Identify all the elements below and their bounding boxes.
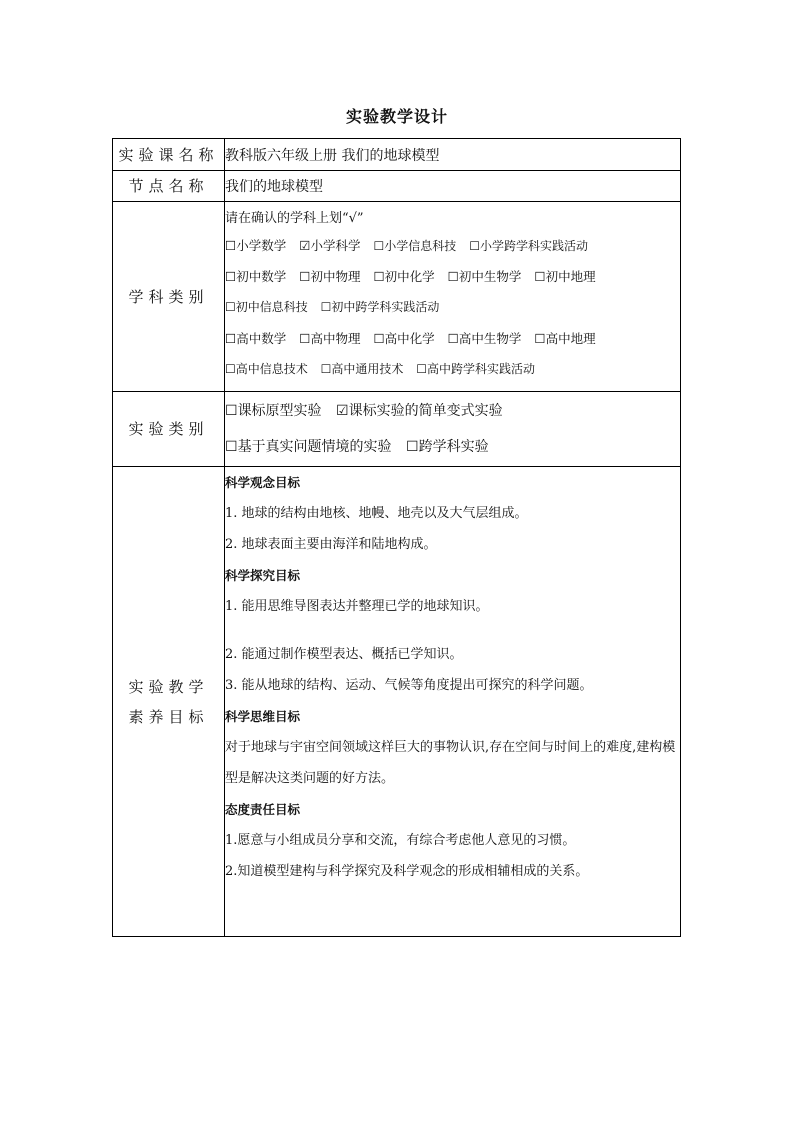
option-label: 初中生物学 xyxy=(458,269,522,284)
checkbox-icon: ☐ xyxy=(373,331,385,346)
option-label: 高中信息技术 xyxy=(235,362,308,376)
checkbox-option[interactable] xyxy=(406,439,489,455)
checkbox-option[interactable] xyxy=(373,239,456,253)
subject-options xyxy=(225,202,681,392)
checkbox-option[interactable] xyxy=(534,331,595,346)
checkbox-option[interactable] xyxy=(225,403,322,419)
checkbox-option[interactable] xyxy=(225,300,308,314)
goal-heading-attitude: 态度责任目标 xyxy=(225,802,301,817)
checkbox-option[interactable] xyxy=(448,331,522,346)
checkbox-icon: ☐ xyxy=(320,300,332,314)
checkbox-icon: ☐ xyxy=(416,362,427,376)
goal-paragraph: 对于地球与宇宙空间领域这样巨大的事物认识,存在空间与时间上的难度,建构模型是解决这类问题的好方法。 xyxy=(225,740,676,786)
checkbox-option[interactable] xyxy=(416,362,535,376)
subject-line-junior xyxy=(225,261,680,292)
goal-item: 1.愿意与小组成员分享和交流，有综合考虑他人意见的习惯。 xyxy=(225,833,576,848)
checkbox-option[interactable] xyxy=(321,362,404,376)
option-label: 小学数学 xyxy=(236,238,287,253)
checkbox-option[interactable] xyxy=(336,403,503,419)
checkbox-icon: ☐ xyxy=(534,269,546,284)
goal-item: 2. 能通过制作模型表达、概括已学知识。 xyxy=(225,647,463,662)
goal-item: 2. 地球表面主要由海洋和陆地构成。 xyxy=(225,537,437,552)
row-goals xyxy=(113,467,681,937)
checkbox-icon: ☐ xyxy=(373,239,385,253)
option-label: 初中信息科技 xyxy=(235,300,308,314)
checkbox-icon: ☐ xyxy=(225,362,236,376)
checkbox-icon: ☐ xyxy=(534,331,546,346)
subject-line-primary xyxy=(225,230,680,261)
exp-options xyxy=(225,392,681,467)
checkbox-icon: ☐ xyxy=(225,269,237,284)
option-label: 基于真实问题情境的实验 xyxy=(237,439,392,455)
row-node xyxy=(113,171,681,202)
option-label: 课标原型实验 xyxy=(237,403,322,419)
exp-label: 实验类别 xyxy=(113,392,225,467)
node-label: 节点名称 xyxy=(113,171,225,202)
checkbox-checked-icon: ☑ xyxy=(299,238,311,253)
goals-content xyxy=(225,467,681,937)
option-label: 高中数学 xyxy=(236,331,287,346)
row-course xyxy=(113,139,681,171)
option-label: 小学信息科技 xyxy=(384,239,457,253)
checkbox-icon: ☐ xyxy=(225,238,237,253)
checkbox-option[interactable] xyxy=(225,269,286,284)
subject-label: 学科类别 xyxy=(113,202,225,392)
checkbox-option[interactable] xyxy=(299,238,360,253)
goal-item: 1. 能用思维导图表达并整理已学的地球知识。 xyxy=(225,599,489,614)
checkbox-icon: ☐ xyxy=(469,239,480,253)
option-label: 小学科学 xyxy=(310,238,361,253)
checkbox-icon: ☐ xyxy=(373,269,385,284)
checkbox-option[interactable] xyxy=(299,331,360,346)
option-label: 跨学科实验 xyxy=(418,439,489,455)
checkbox-icon: ☐ xyxy=(299,269,311,284)
option-label: 初中地理 xyxy=(545,269,596,284)
checkbox-option[interactable] xyxy=(373,331,434,346)
checkbox-option[interactable] xyxy=(225,238,286,253)
course-value: 教科版六年级上册 我们的地球模型 xyxy=(225,139,681,171)
option-label: 高中跨学科实践活动 xyxy=(426,362,535,376)
exp-line-2 xyxy=(225,429,680,465)
goal-heading-inquiry: 科学探究目标 xyxy=(225,568,301,583)
checkbox-icon: ☐ xyxy=(225,439,238,455)
checkbox-icon: ☐ xyxy=(299,331,311,346)
checkbox-option[interactable] xyxy=(373,269,434,284)
checkbox-icon: ☐ xyxy=(225,331,237,346)
goal-item: 3. 能从地球的结构、运动、气候等角度提出可探究的科学问题。 xyxy=(225,678,593,693)
goal-item: 1. 地球的结构由地核、地幔、地壳以及大气层组成。 xyxy=(225,506,528,521)
course-label: 实验课名称 xyxy=(113,139,225,171)
checkbox-option[interactable] xyxy=(321,300,440,314)
subject-line-senior xyxy=(225,323,680,354)
subject-line-senior-extra xyxy=(225,354,680,385)
checkbox-option[interactable] xyxy=(225,362,308,376)
checkbox-icon: ☐ xyxy=(406,439,419,455)
subject-instruction: 请在确认的学科上划“√” xyxy=(225,211,364,226)
option-label: 初中物理 xyxy=(310,269,361,284)
goal-heading-concept: 科学观念目标 xyxy=(225,475,301,490)
checkbox-icon: ☐ xyxy=(225,300,236,314)
checkbox-option[interactable] xyxy=(534,269,595,284)
row-subject xyxy=(113,202,681,392)
checkbox-option[interactable] xyxy=(225,439,392,455)
checkbox-checked-icon: ☑ xyxy=(336,403,349,419)
option-label: 初中数学 xyxy=(236,269,287,284)
option-label: 初中跨学科实践活动 xyxy=(331,300,440,314)
option-label: 小学跨学科实践活动 xyxy=(479,239,588,253)
checkbox-icon: ☐ xyxy=(447,331,459,346)
goals-label-line-2: 素养目标 xyxy=(128,707,209,726)
checkbox-option[interactable] xyxy=(469,239,588,253)
design-form-table xyxy=(112,138,681,937)
checkbox-option[interactable] xyxy=(299,269,360,284)
checkbox-icon: ☐ xyxy=(225,403,238,419)
option-label: 高中物理 xyxy=(310,331,361,346)
checkbox-option[interactable] xyxy=(225,331,286,346)
goal-heading-thinking: 科学思维目标 xyxy=(225,709,301,724)
exp-line-1 xyxy=(225,393,680,429)
goals-label xyxy=(113,467,225,937)
checkbox-option[interactable] xyxy=(448,269,522,284)
option-label: 初中化学 xyxy=(384,269,435,284)
subject-line-junior-extra xyxy=(225,292,680,323)
goal-item: 2.知道模型建构与科学探究及科学观念的形成相辅相成的关系。 xyxy=(225,864,589,879)
goals-label-line-1: 实验教学 xyxy=(128,677,209,696)
option-label: 高中地理 xyxy=(545,331,596,346)
row-experiment-type xyxy=(113,392,681,467)
checkbox-icon: ☐ xyxy=(320,362,332,376)
spacer xyxy=(225,622,680,639)
document-title: 实验教学设计 xyxy=(345,107,448,126)
option-label: 高中化学 xyxy=(384,331,435,346)
option-label: 高中生物学 xyxy=(458,331,522,346)
node-value: 我们的地球模型 xyxy=(225,171,681,202)
checkbox-icon: ☐ xyxy=(447,269,459,284)
option-label: 课标实验的简单变式实验 xyxy=(348,403,503,419)
option-label: 高中通用技术 xyxy=(331,362,404,376)
